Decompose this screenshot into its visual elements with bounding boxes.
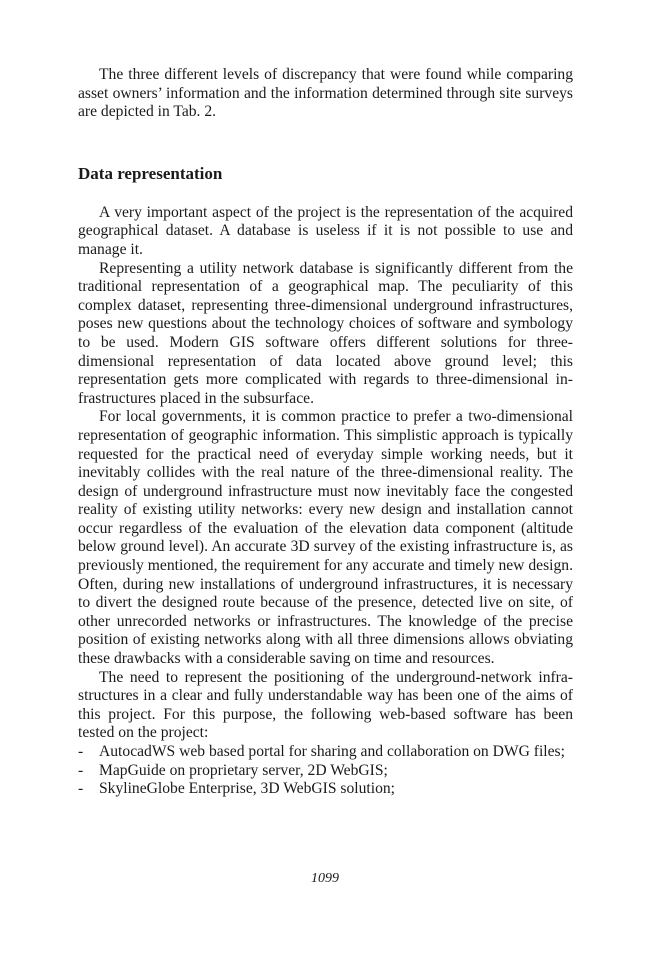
list-item-text: SkylineGlobe Enterprise, 3D WebGIS solution; (99, 780, 396, 798)
list-item (78, 743, 573, 762)
page-number: 1099 (311, 871, 339, 886)
body-paragraph-1: A very important aspect of the project is the representation of the acquired geographical dataset. A database is useless if it is not possible to use and manage it. (78, 203, 573, 258)
list-dash: - (78, 743, 84, 760)
page-body (78, 66, 573, 799)
body-paragraph-2: Representing a utility network database is significantly different from the traditional representation of a geographical map. The peculiarity of this complex dataset, representing three-dimensional underground infrastructures, poses new questions about the technology choices of software and symbology to be used. Modern GIS software offers different solutions for three-dimensional representation of data located above ground level; this representation gets more complicated with regards to three-dimensional infrastructures placed in the subsurface. (78, 259, 573, 407)
intro-paragraph: The three different levels of discrepancy that were found while comparing asset owners’ information and the information determined through site surveys are depicted in Tab. 2. (78, 66, 573, 121)
list-item (78, 762, 573, 781)
software-list (78, 743, 573, 799)
list-item-text: MapGuide on proprietary server, 2D WebGIS; (99, 761, 388, 779)
list-item (78, 780, 573, 799)
body-paragraph-3: For local governments, it is common practice to prefer a two-dimensional representation of geographic information. This simplistic approach is typically requested for the practical need of everyday simple working needs, but it inevitably collides with the real nature of the three-dimensional reality. The design of underground infrastructure must now inevitably face the congested reality of existing utility networks: every new design and installation cannot occur regardless of the evaluation of the elevation data component (altitude below ground level). An accurate 3D survey of the existing infrastructure is, as previously mentioned, the requirement for any accurate and timely new design. Often, during new installations of underground infrastructures, it is necessary to divert the designed route because of the presence, detected live on site, of other unrecorded networks or infrastructures. The knowledge of the precise position of existing networks along with all three dimensions allows obviating these drawbacks with a considerable saving on time and resources. (78, 408, 573, 668)
list-item-text: AutocadWS web based portal for sharing and collaboration on DWG files; (99, 743, 565, 760)
body-paragraph-4: The need to represent the positioning of the underground-network infrastructures in a clear and fully understandable way has been one of the aims of this project. For this purpose, the following web-based software has been tested on the project: (78, 668, 573, 742)
section-heading: Data representation (78, 163, 223, 183)
list-dash: - (78, 761, 84, 779)
list-dash: - (78, 780, 84, 798)
